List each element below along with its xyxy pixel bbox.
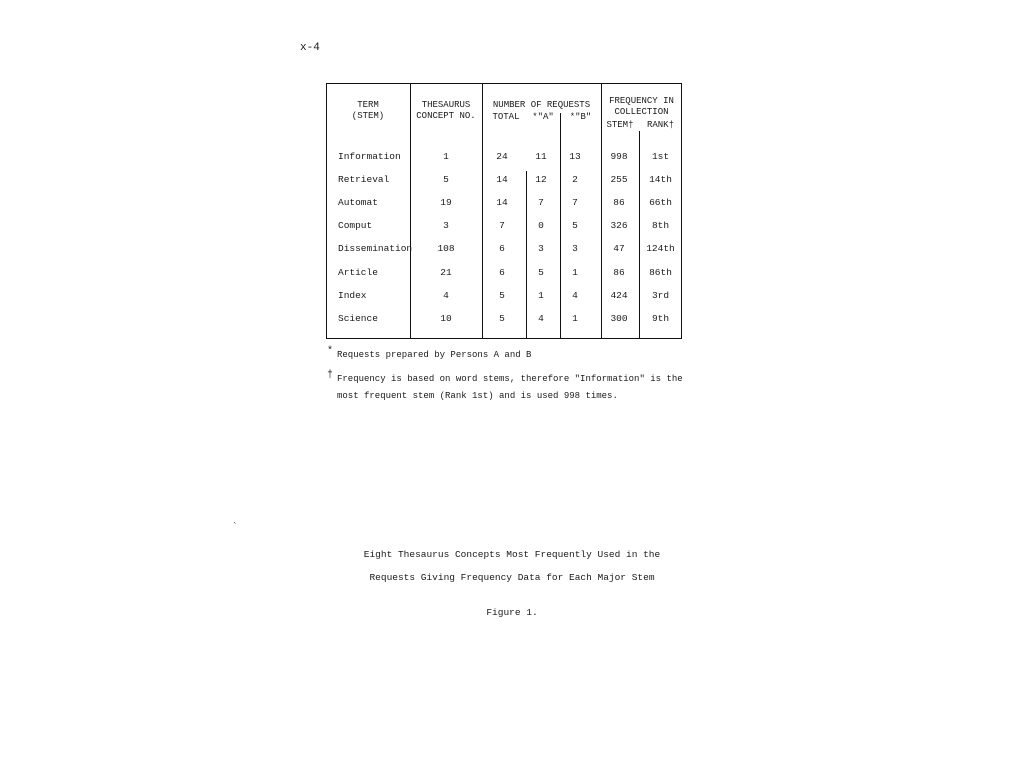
header-frequency-line2: COLLECTION <box>614 107 669 117</box>
caption-line2: Requests Giving Frequency Data for Each Major Stem <box>369 572 655 583</box>
header-term-line1: TERM <box>357 100 379 110</box>
footnote-frequency-line1: Frequency is based on word stems, therefore "Information" is the <box>337 374 683 384</box>
header-requests: NUMBER OF REQUESTS <box>492 100 591 110</box>
cell-term: Dissemination <box>338 243 413 254</box>
cell-persons-a: 11 <box>535 151 547 162</box>
cell-concept: 5 <box>443 174 449 185</box>
header-concept-line1: THESAURUS <box>421 100 471 110</box>
cell-rank: 86th <box>649 267 672 278</box>
cell-persons-b: 13 <box>569 151 581 162</box>
cell-rank: 124th <box>646 243 675 254</box>
cell-persons-a: 3 <box>538 243 544 254</box>
cell-concept: 4 <box>443 290 449 301</box>
cell-term: Retrieval <box>338 174 390 185</box>
cell-persons-b: 3 <box>572 243 578 254</box>
cell-concept: 3 <box>443 220 449 231</box>
cell-concept: 21 <box>440 267 452 278</box>
figure-label: Figure 1. <box>486 607 538 618</box>
cell-term: Science <box>338 313 378 324</box>
footnote-frequency-line2: most frequent stem (Rank 1st) and is used 998 times. <box>337 391 618 401</box>
cell-persons-a: 12 <box>535 174 547 185</box>
cell-term: Comput <box>338 220 373 231</box>
cell-persons-b: 4 <box>572 290 578 301</box>
header-frequency <box>601 96 682 118</box>
cell-total: 5 <box>499 313 505 324</box>
cell-rank: 1st <box>651 151 670 162</box>
table-top-border <box>326 83 682 84</box>
cell-total: 6 <box>499 243 505 254</box>
cell-persons-a: 7 <box>538 197 544 208</box>
cell-persons-b: 1 <box>572 267 578 278</box>
header-requests-total: TOTAL <box>492 112 520 122</box>
cell-stem-frequency: 424 <box>610 290 628 301</box>
header-concept-line2: CONCEPT NO. <box>416 111 476 121</box>
table-bottom-border <box>326 338 682 339</box>
cell-persons-b: 7 <box>572 197 578 208</box>
caption-line1: Eight Thesaurus Concepts Most Frequently Used in the <box>363 549 661 560</box>
cell-total: 14 <box>496 197 508 208</box>
cell-stem-frequency: 255 <box>610 174 628 185</box>
cell-concept: 19 <box>440 197 452 208</box>
header-frequency-rank: RANK† <box>646 120 674 130</box>
footnote-star-mark: * <box>327 346 334 357</box>
footnote-dagger-mark: † <box>327 370 334 381</box>
cell-total: 5 <box>499 290 505 301</box>
cell-term: Information <box>338 151 401 162</box>
header-requests-a: *"A" <box>532 112 554 122</box>
cell-stem-frequency: 326 <box>610 220 628 231</box>
cell-persons-b: 5 <box>572 220 578 231</box>
cell-stem-frequency: 86 <box>613 197 625 208</box>
header-frequency-line1: FREQUENCY IN <box>609 96 674 106</box>
cell-concept: 1 <box>443 151 449 162</box>
cell-term: Index <box>338 290 367 301</box>
cell-stem-frequency: 300 <box>610 313 628 324</box>
cell-concept: 10 <box>440 313 452 324</box>
cell-stem-frequency: 998 <box>610 151 628 162</box>
header-requests-b: *"B" <box>569 112 592 122</box>
cell-term: Automat <box>338 197 378 208</box>
page-number: x-4 <box>300 42 320 54</box>
cell-persons-a: 0 <box>538 220 544 231</box>
cell-persons-a: 5 <box>538 267 544 278</box>
cell-rank: 14th <box>649 174 672 185</box>
stray-mark: ` <box>232 522 238 532</box>
cell-rank: 66th <box>649 197 672 208</box>
cell-total: 14 <box>496 174 508 185</box>
cell-total: 7 <box>499 220 505 231</box>
cell-persons-b: 1 <box>572 313 578 324</box>
cell-persons-a: 1 <box>538 290 544 301</box>
cell-stem-frequency: 47 <box>613 243 625 254</box>
header-term-line2: (STEM) <box>351 111 385 121</box>
cell-total: 6 <box>499 267 505 278</box>
frequency-table <box>326 83 682 339</box>
header-term <box>326 100 410 122</box>
cell-persons-b: 2 <box>572 174 578 185</box>
cell-rank: 9th <box>651 313 670 324</box>
cell-rank: 8th <box>651 220 670 231</box>
footnote-persons: Requests prepared by Persons A and B <box>337 350 532 360</box>
header-concept <box>410 100 482 122</box>
cell-persons-a: 4 <box>538 313 544 324</box>
cell-rank: 3rd <box>651 290 670 301</box>
cell-stem-frequency: 86 <box>613 267 625 278</box>
cell-concept: 108 <box>437 243 455 254</box>
header-frequency-stem: STEM† <box>606 120 634 130</box>
cell-total: 24 <box>496 151 508 162</box>
cell-term: Article <box>338 267 378 278</box>
